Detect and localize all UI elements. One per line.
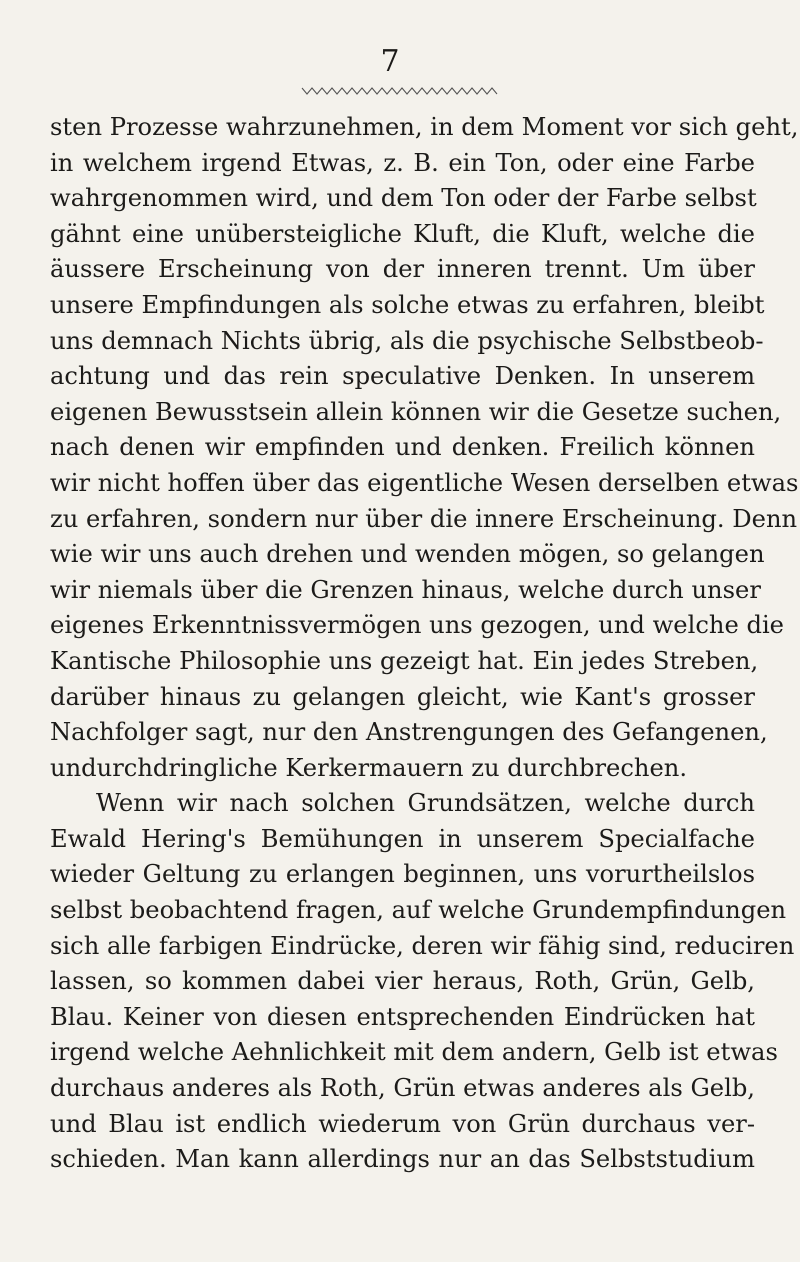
text-line: Nachfolger sagt, nur den Anstrengungen des Gefangenen,	[50, 718, 768, 747]
text-line: Ewald Hering's Bemühungen in unserem Specialfache	[50, 824, 755, 853]
text-line: sich alle farbigen Eindrücke, deren wir fähig sind, reduciren	[50, 931, 795, 960]
text-line: uns demnach Nichts übrig, als die psychische Selbstbeob-	[50, 326, 764, 355]
text-line: achtung und das rein speculative Denken. In unserem	[50, 362, 755, 391]
paragraph-end-line: undurchdringliche Kerkermauern zu durchbrechen.	[50, 753, 688, 782]
text-line: in welchem irgend Etwas, z. B. ein Ton, oder eine Farbe	[50, 148, 755, 177]
text-line: zu erfahren, sondern nur über die innere Erscheinung. Denn	[50, 504, 798, 533]
text-line: eigenen Bewusstsein allein können wir die Gesetze suchen,	[50, 397, 782, 426]
text-line: unsere Empfindungen als solche etwas zu erfahren, bleibt	[50, 290, 765, 319]
text-line: äussere Erscheinung von der inneren trennt. Um über	[50, 255, 755, 284]
text-line: eigenes Erkenntnissvermögen uns gezogen, und welche die	[50, 611, 784, 640]
text-line: Kantische Philosophie uns gezeigt hat. Ein jedes Streben,	[50, 646, 759, 675]
text-line: irgend welche Aehnlichkeit mit dem andern, Gelb ist etwas	[50, 1038, 778, 1067]
page-number: 7	[380, 44, 400, 79]
text-line: Blau. Keiner von diesen entsprechenden Eindrücken hat	[50, 1002, 755, 1031]
text-line: darüber hinaus zu gelangen gleicht, wie Kant's grosser	[50, 682, 755, 711]
text-line: wir nicht hoffen über das eigentliche Wesen derselben etwas	[50, 468, 799, 497]
text-line: selbst beobachtend fragen, auf welche Grundempfindungen	[50, 896, 787, 925]
text-line: wieder Geltung zu erlangen beginnen, uns vorurtheilslos	[50, 860, 755, 889]
text-line: lassen, so kommen dabei vier heraus, Roth, Grün, Gelb,	[50, 967, 755, 996]
paragraph-start-line: Wenn wir nach solchen Grundsätzen, welche durch	[96, 789, 755, 818]
text-line: sten Prozesse wahrzunehmen, in dem Moment vor sich geht,	[50, 113, 799, 141]
decorative-ornament	[300, 84, 500, 98]
text-line: wir niemals über die Grenzen hinaus, welche durch unser	[50, 575, 761, 604]
text-line: und Blau ist endlich wiederum von Grün durchaus ver-	[50, 1109, 755, 1138]
text-line: nach denen wir empfinden und denken. Freilich können	[50, 433, 755, 462]
text-line: schieden. Man kann allerdings nur an das Selbststudium	[50, 1145, 755, 1174]
text-line: wahrgenommen wird, und dem Ton oder der Farbe selbst	[50, 184, 757, 213]
text-line: gähnt eine unübersteigliche Kluft, die Kluft, welche die	[50, 219, 755, 248]
page-body-text	[50, 110, 799, 1178]
text-line: durchaus anderes als Roth, Grün etwas anderes als Gelb,	[50, 1074, 755, 1103]
text-line: wie wir uns auch drehen und wenden mögen, so gelangen	[50, 540, 765, 569]
